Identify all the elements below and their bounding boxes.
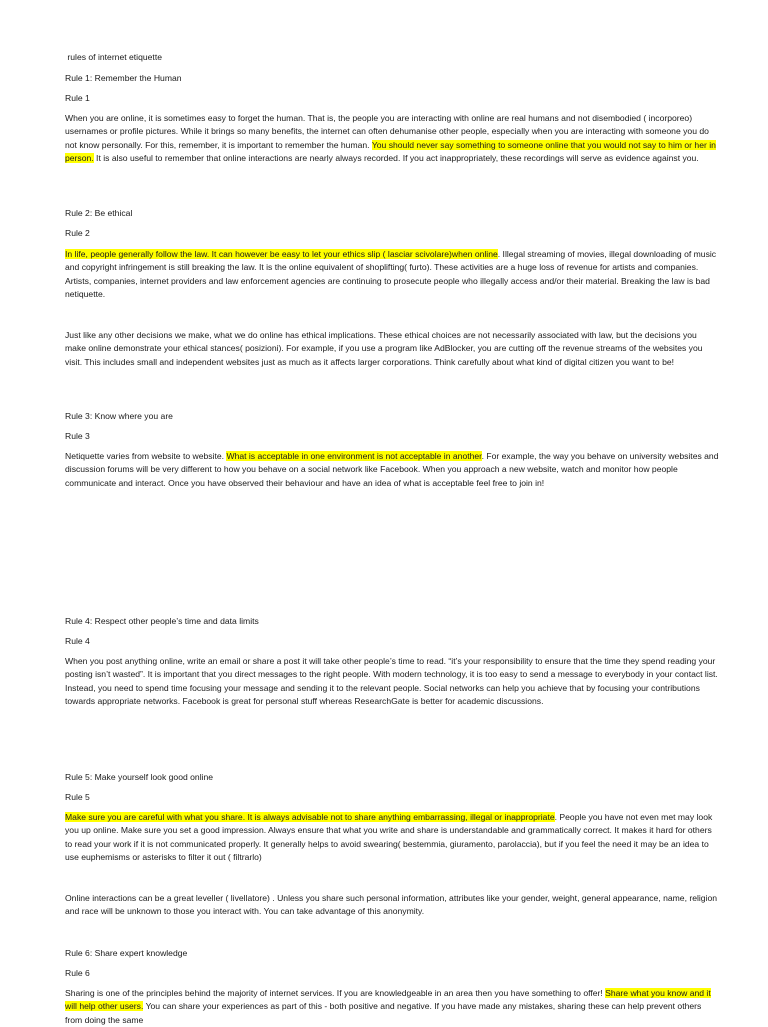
rule-2-paragraph-1: In life, people generally follow the law. It can however be easy to let your ethics slip ( lasciar scivolare)when online. Illegal streaming of movies, illegal downloading of music and copyright infringement is still breaking the law. It is the online equivalent of shoplifting( furto). These activities are a huge loss of revenue for artists and companies. Artists, companies, internet providers and law enforcement agencies are continuing to prosecute people who illegally access and/or their material. Breaking the law is bad netiquette. [65,249,717,300]
rule-6-paragraph: Sharing is one of the principles behind the majority of internet services. If you are knowledgeable in an area then you have something to offer! Share what you know and it will help other users. You can share your experiences as part of this - both positive and negative. If you have made any mistakes, sharing these can help prevent others from doing the same [65,988,711,1025]
rule-4-heading: Rule 4: Respect other people’s time and data limits [65,616,259,626]
rule-2-label: Rule 2 [65,228,90,238]
rule-1-label: Rule 1 [65,93,90,103]
rule-4-label: Rule 4 [65,636,90,646]
highlighted-text: What is acceptable in one environment is not acceptable in another [226,451,482,461]
rule-2-paragraph-2: Just like any other decisions we make, what we do online has ethical implications. These ethical choices are not necessarily associated with law, but the decisions you make online demonstrate your ethical stances( posizioni). For example, if you use a program like AdBlocker, you are cutting off the revenue streams of the websites you visit. This includes small and independent websites just as much as it affects larger corporations. Think carefully about what kind of digital citizen you want to be! [65,330,703,367]
rule-1-heading: Rule 1: Remember the Human [65,73,182,83]
rule-5-paragraph-1: Make sure you are careful with what you share. It is always advisable not to share anything embarrassing, illegal or inappropriate. People you have not even met may look you up online. Make sure you set a good impression. Always ensure that what you write and share is understandable and grammatically correct. It makes it hard for others to read your work if it is not communicated properly. It generally helps to avoid swearing( bestemmia, giuramento, parolaccia), but if you feel the need it may be an idea to use euphemisms or asterisks to filter it out ( filtrarlo) [65,812,713,863]
highlighted-text: Share what you know and it will help other users. [65,988,711,1012]
rule-5-label: Rule 5 [65,792,90,802]
rule-6-heading: Rule 6: Share expert knowledge [65,948,188,958]
rule-6-label: Rule 6 [65,968,90,978]
rule-5-paragraph-2: Online interactions can be a great leveller ( livellatore) . Unless you share such personal information, attributes like your gender, weight, general appearance, name, religion and race will be unknown to those you interact with. You can take advantage of this anonymity. [65,893,718,917]
highlighted-text: In life, people generally follow the law. It can however be easy to let your ethics slip ( lasciar scivolare)when online [65,249,498,259]
highlighted-text: Make sure you are careful with what you share. It is always advisable not to share anything embarrassing, illegal or inappropriate [65,812,555,822]
rule-1-paragraph: When you are online, it is sometimes easy to forget the human. That is, the people you are interacting with online are real humans and not disembodied ( incorporeo) usernames or profile pictures. While it brings so many benefits, the internet can often dehumanise other people, especially when you are interacting with someone you do not know personally. For this, remember, it is important to remember the human. You should never say something to someone online that you would not say to him or her in person. It is also useful to remember that online interactions are nearly always recorded. If you act inappropriately, these recordings will serve as evidence against you. [65,113,716,164]
rule-5-heading: Rule 5: Make yourself look good online [65,772,214,782]
rule-3-paragraph: Netiquette varies from website to website. What is acceptable in one environment is not acceptable in another. For example, the way you behave on university websites and discussion forums will be very different to how you behave on a social network like Facebook. When you approach a new website, watch and monitor how people communicate and interact. Once you have observed their behaviour and have an idea of what is acceptable feel free to join in! [65,451,719,488]
document-title: rules of internet etiquette [67,52,162,62]
rule-2-heading: Rule 2: Be ethical [65,208,133,218]
rule-4-paragraph: When you post anything online, write an email or share a post it will take other people’s time to read. “it’s your responsibility to ensure that the time they spend reading your posting isn’t wasted”. It is important that you direct messages to the right people. With modern technology, it is too easy to send a message to everybody in your contact list. Instead, you need to spend time focusing your message and sending it to the relevant people. Social networks can help you achieve that by focusing your contributions towards appropriate networks. Facebook is great for personal stuff whereas ResearchGate is better for academic discussions. [65,656,718,707]
highlighted-text: You should never say something to someone online that you would not say to him or her in person. [65,139,716,164]
rule-3-label: Rule 3 [65,431,90,441]
rule-3-heading: Rule 3: Know where you are [65,411,173,421]
